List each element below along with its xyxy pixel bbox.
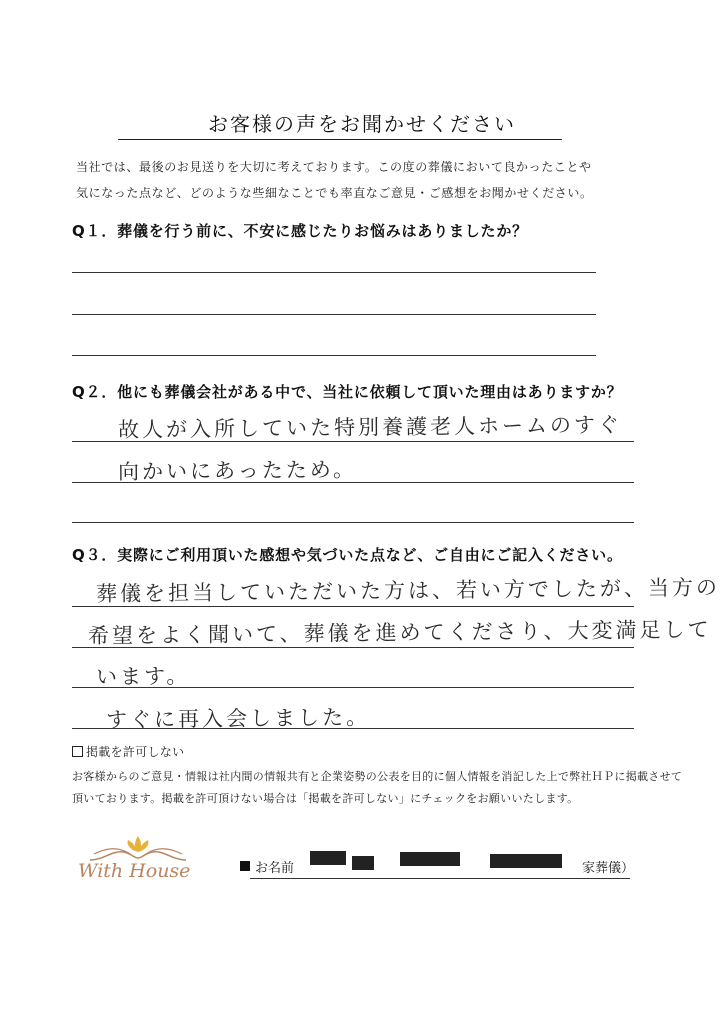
- intro-line-2: 気になった点など、どのような些細なことでも率直なご意見・ご感想をお聞かせください。: [76, 186, 593, 200]
- intro-line-1: 当社では、最後のお見送りを大切に考えております。この度の葬儀において良かったことや: [76, 160, 592, 174]
- answer-line: [72, 482, 634, 483]
- question-2: Q２．他にも葬儀会社がある中で、当社に依頼して頂いた理由はありますか？: [72, 383, 623, 401]
- answer-line: [72, 441, 634, 442]
- consent-checkbox-label: 掲載を許可しない: [86, 745, 185, 759]
- redacted-name: [352, 856, 374, 870]
- consent-checkbox[interactable]: [72, 746, 83, 757]
- answer-line: [72, 272, 596, 273]
- answer-line: [72, 522, 634, 523]
- redacted-name: [400, 852, 460, 866]
- name-underline: [250, 878, 630, 879]
- handwritten-answer: います。: [95, 664, 191, 689]
- answer-line: [72, 606, 634, 607]
- question-1: Q１．葬儀を行う前に、不安に感じたりお悩みはありましたか？: [72, 222, 528, 240]
- handwritten-answer: 希望をよく聞いて、葬儀を進めてくださり、大変満足して: [87, 617, 712, 648]
- name-label: お名前: [255, 861, 295, 876]
- answer-line: [72, 314, 596, 315]
- answer-line: [72, 687, 634, 688]
- handwritten-answer: 故人が入所していた特別養護老人ホームのすぐ: [117, 412, 623, 442]
- title-underline: [118, 139, 562, 140]
- form-title: お客様の声をお聞かせください: [208, 112, 516, 136]
- handwritten-answer: 葬儀を担当していただいた方は、若い方でしたが、当方の: [95, 575, 721, 606]
- name-marker-icon: [240, 861, 250, 871]
- consent-notice-1: お客様からのご意見・情報は社内間の情報共有と企業姿勢の公表を目的に個人情報を消記した上で弊社ＨＰに掲載させて: [72, 770, 683, 783]
- redacted-name: [310, 851, 346, 865]
- handwritten-answer: 向かいにあったため。: [117, 457, 358, 484]
- handwritten-answer: すぐに再入会しました。: [105, 705, 371, 732]
- question-3: Q３．実際にご利用頂いた感想や気づいた点など、ご自由にご記入ください。: [72, 546, 623, 564]
- answer-line: [72, 647, 634, 648]
- company-logo-text: With House: [78, 860, 191, 882]
- answer-line: [72, 355, 596, 356]
- answer-line: [72, 728, 634, 729]
- redacted-name: [490, 854, 562, 868]
- consent-notice-2: 頂いております。掲載を許可頂けない場合は「掲載を許可しない」にチェックをお願いいたします。: [72, 792, 579, 805]
- name-suffix: 家葬儀）: [582, 861, 635, 876]
- consent-checkbox-row[interactable]: [72, 743, 184, 760]
